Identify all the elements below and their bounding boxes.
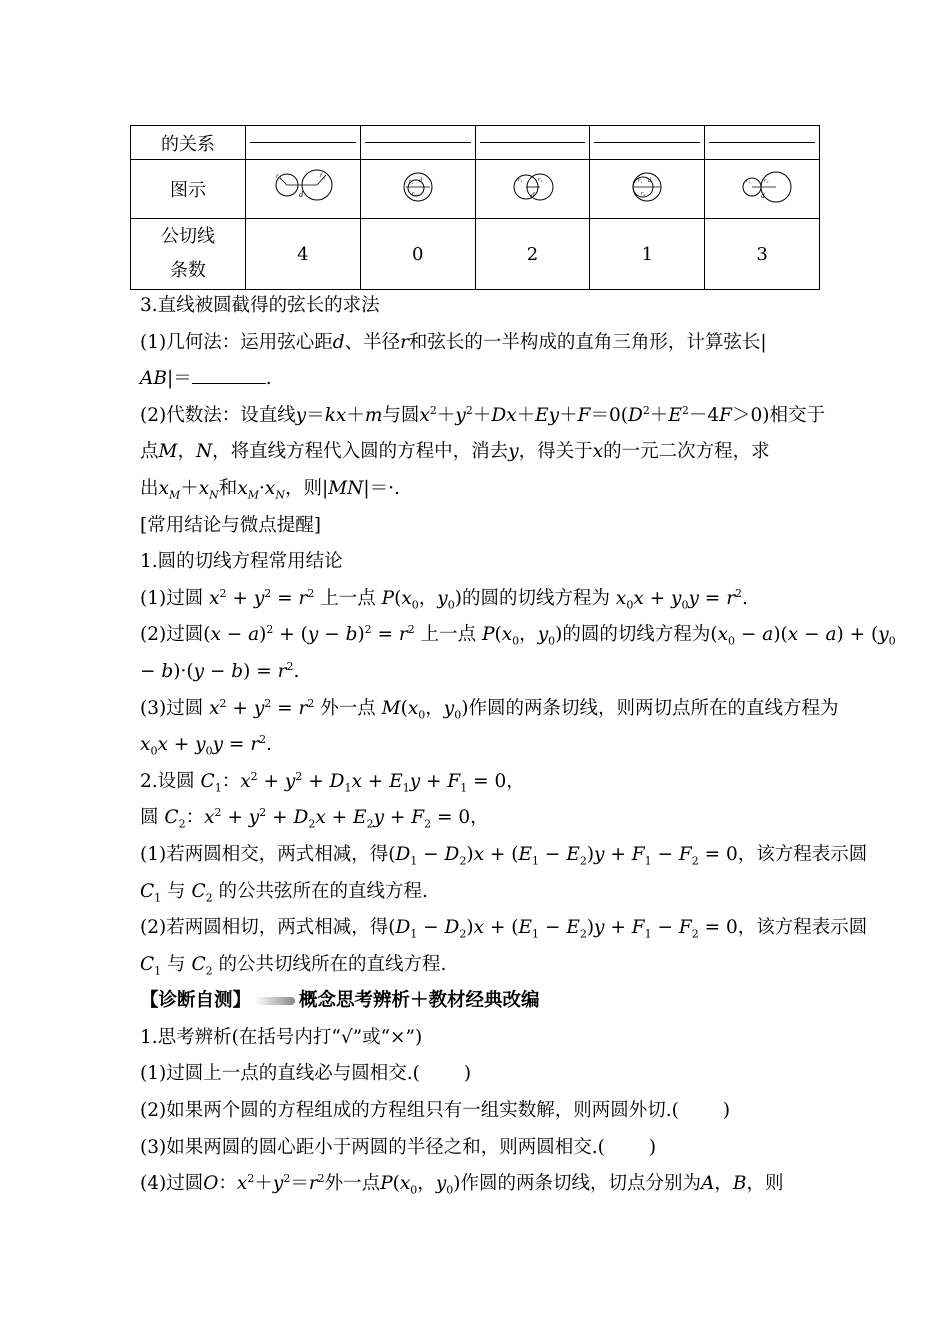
table-cell [705,126,820,160]
tangent-count-cell: 4 [246,219,361,290]
conclusions-header: [常用结论与微点提醒] [140,514,321,536]
paragraph-line: 圆 $C_2$：$x^2 + y^2 + D_2x + E_2y + F_2 = 0$， [140,806,489,831]
question-item: (1)过圆上一点的直线必与圆相交.( ) [140,1063,472,1085]
row-header: 的关系 [131,126,246,160]
tangent-count-cell: 1 [590,219,705,290]
paragraph-line: (1)若两圆相交，两式相减，得$(D_1 - D_2)x + (E_1 - E_2)y + F_1 - F_2 = 0$，该方程表示圆 [140,843,868,868]
diagnosis-header [140,983,820,1020]
svg-text:d: d [531,190,535,199]
table-row [131,219,820,290]
answer-blank [192,365,266,384]
table-cell [705,160,820,219]
externally-tangent-circles-diagram [726,167,798,207]
contained-circles-diagram [382,167,454,207]
internally-tangent-circles-diagram [611,167,683,207]
svg-text:r₁: r₁ [746,177,751,184]
tangent-count-cell: 0 [360,219,475,290]
intersecting-circles-diagram [496,167,568,207]
svg-text:r₂: r₂ [764,177,769,184]
table-row [131,126,820,160]
paragraph-line: AB|＝ . [140,361,820,398]
table-cell [475,126,590,160]
paragraph-line: (3)过圆 $x^2 + y^2 = r^2$ 外一点 $M(x_0$，$y_0$)作圆的两条切线，则两切点所在的直线方程为 [140,696,839,722]
row-header: 图示 [131,160,246,219]
table-cell [590,160,705,219]
paragraph-line: $x_0x + y_0y = r^2$. [140,732,273,758]
paragraph-line: 2.设圆 $C_1$：$x^2 + y^2 + D_1x + E_1y + F_1 = 0$， [140,769,525,795]
diagnosis-subtitle: 概念思考辨析＋教材经典改编 [299,990,540,1012]
paragraph-line: $C_1$ 与 $C_2$ 的公共弦所在的直线方程. [140,880,428,905]
paragraph-line: (1)几何法：运用弦心距d、半径r和弦长的一半构成的直角三角形，计算弦长| [140,331,767,353]
paragraph-line: (2)若两圆相切，两式相减，得$(D_1 - D_2)x + (E_1 - E_2)y + F_1 - F_2 = 0$，该方程表示圆 [140,917,868,941]
arrow-icon [255,997,295,1005]
row-header-line1: 公切线 [161,226,215,247]
table-cell [590,126,705,160]
svg-text:d: d [648,177,652,184]
svg-text:r₁: r₁ [518,176,523,183]
row-header [131,219,246,290]
circle-relation-table [130,125,820,290]
tangent-count-cell: 3 [705,219,820,290]
question-item: (2)如果两个圆的方程组成的方程组只有一组实数解，则两圆外切.( ) [140,1100,731,1122]
table-cell [360,160,475,219]
table-cell [360,126,475,160]
paragraph-line: (2)过圆$(x - a)^2 + (y - b)^2 = r^2$ 上一点 $P(x_0$，$y_0$)的圆的切线方程为$(x_0 - a)(x - a) + (y_0$ [140,623,896,649]
paragraph-line: 出$x_M+x_N$和$x_M\cdot x_N$，则|MN|＝·. [140,477,400,502]
row-header-line2: 条数 [170,260,206,281]
diagnosis-tag: 【诊断自测】 [140,990,252,1012]
svg-text:r₂: r₂ [538,176,543,183]
paragraph-line: (1)过圆 $x^2 + y^2 = r^2$ 上一点 $P(x_0$，$y_0$)的圆的切线方程为 $x_0x + y_0y = r^2$. [140,586,748,612]
tangent-count-cell: 2 [475,219,590,290]
svg-text:r₂: r₂ [411,190,417,197]
paragraph-line: (2)代数法：设直线y＝kx＋m与圆$x^2+y^2+Dx+Ey+F=0(D^2+E^2-4F>0)$相交于 [140,403,825,426]
externally-separate-circles-diagram [267,167,339,207]
paragraph-line: 点M，N，将直线方程代入圆的方程中，消去y，得关于x的一元二次方程，求 [140,441,770,463]
table-row [131,160,820,219]
table-cell [475,160,590,219]
svg-text:r₁: r₁ [408,178,414,185]
paragraph-line: − $b)\cdot(y - b) = r^2$. [140,659,300,682]
svg-text:r₂: r₂ [641,190,646,197]
svg-text:d: d [761,191,765,200]
svg-text:r₁: r₁ [275,171,282,180]
table-cell [246,160,361,219]
question-item: (4)过圆O：$x^2+y^2=r^2$外一点$P(x_0$，$y_0$)作圆的两条切线，切点分别为A，B，则 [140,1172,784,1197]
subsection-title: 1.圆的切线方程常用结论 [140,551,343,573]
question-title: 1.思考辨析(在括号内打“√”或“×”) [140,1026,423,1048]
document-body [140,288,896,1203]
paragraph-line: $C_1$ 与 $C_2$ 的公共切线所在的直线方程. [140,953,447,978]
svg-text:d: d [298,189,303,199]
svg-text:r₂: r₂ [319,170,326,179]
svg-text:d: d [418,177,422,184]
section-title: 3.直线被圆截得的弦长的求法 [140,295,380,316]
svg-text:r₁: r₁ [638,177,643,184]
table-cell [246,126,361,160]
question-item: (3)如果两圆的圆心距小于两圆的半径之和，则两圆相交.( ) [140,1136,657,1158]
